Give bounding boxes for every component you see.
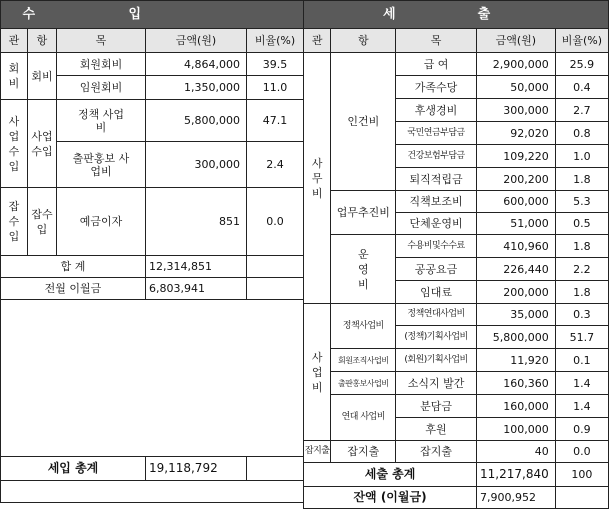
expense-row — [304, 304, 609, 326]
expense-row — [304, 349, 609, 372]
income-ratio-cell: 11.0 — [247, 76, 304, 100]
expense-hang-japjichul: 잡지출 — [331, 441, 396, 463]
expense-mok-cell: 건강보험부담금 — [396, 145, 477, 168]
expense-ratio-cell: 1.4 — [555, 395, 608, 418]
income-ratio-cell: 39.5 — [247, 53, 304, 76]
expense-row — [304, 235, 609, 258]
expense-mok-cell: 임대료 — [396, 281, 477, 304]
income-subtotal-row — [1, 256, 304, 278]
income-subtotal-amount: 12,314,851 — [146, 256, 247, 278]
income-gwan-cell: 사업수입 — [1, 100, 28, 188]
expense-ratio-cell: 0.8 — [555, 122, 608, 145]
expense-mok-cell: (회원)기획사업비 — [396, 349, 477, 372]
income-gwan-cell: 잡수입 — [1, 188, 28, 256]
income-blank-area — [1, 300, 304, 457]
income-title-right: 입 — [57, 1, 304, 29]
expense-amount-cell: 40 — [477, 441, 556, 463]
expense-amount-cell: 5,800,000 — [477, 326, 556, 349]
expense-ratio-cell: 2.7 — [555, 99, 608, 122]
income-row — [1, 53, 304, 76]
expense-ratio-cell: 1.8 — [555, 235, 608, 258]
income-row — [1, 100, 304, 142]
income-mok-cell: 정책 사업비 — [57, 100, 146, 142]
income-footer-blank — [1, 481, 304, 503]
expense-total-amount: 11,217,840 — [477, 463, 556, 487]
expense-mok-cell: (정책)기획사업비 — [396, 326, 477, 349]
income-carryover-row — [1, 278, 304, 300]
expense-row — [304, 191, 609, 213]
expense-amount-cell: 35,000 — [477, 304, 556, 326]
expense-ratio-cell: 0.4 — [555, 76, 608, 99]
income-total-label: 세입 총계 — [1, 457, 146, 481]
expense-ratio-cell: 1.0 — [555, 145, 608, 168]
expense-hang-jeongchaek: 정책사업비 — [331, 304, 396, 349]
expense-ratio-cell: 25.9 — [555, 53, 608, 76]
expense-gwan-japjichul: 잡지출 — [304, 441, 331, 463]
expense-mok-cell: 수용비및수수료 — [396, 235, 477, 258]
expense-row — [304, 53, 609, 76]
expense-col-amount: 금액(원) — [477, 29, 556, 53]
expense-row — [304, 395, 609, 418]
expense-ratio-cell: 0.5 — [555, 213, 608, 235]
expense-amount-cell: 2,900,000 — [477, 53, 556, 76]
expense-mok-cell: 공공요금 — [396, 258, 477, 281]
income-amount-cell: 300,000 — [146, 142, 247, 188]
income-col-gwan: 관 — [1, 29, 28, 53]
expense-amount-cell: 50,000 — [477, 76, 556, 99]
expense-ratio-cell: 0.9 — [555, 418, 608, 441]
income-ratio-cell: 0.0 — [247, 188, 304, 256]
expense-amount-cell: 109,220 — [477, 145, 556, 168]
expense-gwan-saeopbi: 사업비 — [304, 304, 331, 441]
expense-table — [303, 0, 609, 509]
income-ratio-cell: 2.4 — [247, 142, 304, 188]
expense-mok-cell: 소식지 발간 — [396, 372, 477, 395]
expense-title-right: 출 — [396, 1, 609, 29]
balance-label: 잔액 (이월금) — [304, 487, 477, 509]
expense-ratio-cell: 51.7 — [555, 326, 608, 349]
expense-ratio-cell: 0.1 — [555, 349, 608, 372]
expense-hang-hoewon: 회원조직사업비 — [331, 349, 396, 372]
expense-ratio-cell: 0.0 — [555, 441, 608, 463]
expense-ratio-cell: 0.3 — [555, 304, 608, 326]
expense-mok-cell: 분담금 — [396, 395, 477, 418]
expense-hang-yeondae: 연대 사업비 — [331, 395, 396, 441]
income-row — [1, 188, 304, 256]
income-mok-cell: 임원회비 — [57, 76, 146, 100]
expense-mok-cell: 퇴직적립금 — [396, 168, 477, 191]
income-col-ratio: 비율(%) — [247, 29, 304, 53]
income-hang-cell: 회비 — [28, 53, 57, 100]
income-subtotal-label: 합 계 — [1, 256, 146, 278]
expense-mok-cell: 잡지출 — [396, 441, 477, 463]
expense-total-label: 세출 총계 — [304, 463, 477, 487]
expense-hang-eopmu: 업무추진비 — [331, 191, 396, 235]
income-col-amount: 금액(원) — [146, 29, 247, 53]
income-total-amount: 19,118,792 — [146, 457, 247, 481]
income-col-mok: 목 — [57, 29, 146, 53]
income-mok-cell: 예금이자 — [57, 188, 146, 256]
income-gwan-cell: 회비 — [1, 53, 28, 100]
expense-amount-cell: 160,360 — [477, 372, 556, 395]
income-carryover-amount: 6,803,941 — [146, 278, 247, 300]
expense-ratio-cell: 2.2 — [555, 258, 608, 281]
expense-amount-cell: 226,440 — [477, 258, 556, 281]
income-amount-cell: 851 — [146, 188, 247, 256]
income-amount-cell: 1,350,000 — [146, 76, 247, 100]
income-table — [0, 0, 304, 503]
expense-ratio-cell: 5.3 — [555, 191, 608, 213]
expense-amount-cell: 300,000 — [477, 99, 556, 122]
expense-ratio-cell: 1.4 — [555, 372, 608, 395]
income-mok-cell: 출판홍보 사업비 — [57, 142, 146, 188]
income-mok-cell: 회원회비 — [57, 53, 146, 76]
expense-mok-cell: 정책연대사업비 — [396, 304, 477, 326]
expense-hang-unyeong: 운영비 — [331, 235, 396, 304]
expense-amount-cell: 410,960 — [477, 235, 556, 258]
expense-row — [304, 441, 609, 463]
income-amount-cell: 5,800,000 — [146, 100, 247, 142]
expense-hang-ingeonbi: 인건비 — [331, 53, 396, 191]
expense-amount-cell: 600,000 — [477, 191, 556, 213]
income-col-hang: 항 — [28, 29, 57, 53]
income-hang-cell: 사업수입 — [28, 100, 57, 188]
expense-total-row — [304, 463, 609, 487]
expense-amount-cell: 51,000 — [477, 213, 556, 235]
expense-col-ratio: 비율(%) — [555, 29, 608, 53]
income-hang-cell: 잡수입 — [28, 188, 57, 256]
income-amount-cell: 4,864,000 — [146, 53, 247, 76]
income-ratio-cell: 47.1 — [247, 100, 304, 142]
expense-hang-chulpan: 출판홍보사업비 — [331, 372, 396, 395]
income-carryover-label: 전월 이월금 — [1, 278, 146, 300]
balance-amount: 7,900,952 — [477, 487, 556, 509]
expense-mok-cell: 급 여 — [396, 53, 477, 76]
expense-ratio-cell: 1.8 — [555, 168, 608, 191]
expense-col-hang: 항 — [331, 29, 396, 53]
expense-total-ratio: 100 — [555, 463, 608, 487]
expense-amount-cell: 92,020 — [477, 122, 556, 145]
expense-col-mok: 목 — [396, 29, 477, 53]
expense-mok-cell: 직책보조비 — [396, 191, 477, 213]
income-title-left: 수 — [1, 1, 57, 29]
expense-gwan-samubi: 사무비 — [304, 53, 331, 304]
expense-mok-cell: 후생경비 — [396, 99, 477, 122]
expense-mok-cell: 가족수당 — [396, 76, 477, 99]
expense-amount-cell: 100,000 — [477, 418, 556, 441]
expense-col-gwan: 관 — [304, 29, 331, 53]
expense-mok-cell: 후원 — [396, 418, 477, 441]
expense-mok-cell: 국민연금부담금 — [396, 122, 477, 145]
expense-amount-cell: 200,000 — [477, 281, 556, 304]
expense-title-left: 세 — [304, 1, 396, 29]
balance-row — [304, 487, 609, 509]
expense-amount-cell: 160,000 — [477, 395, 556, 418]
income-total-row — [1, 457, 304, 481]
expense-ratio-cell: 1.8 — [555, 281, 608, 304]
expense-mok-cell: 단체운영비 — [396, 213, 477, 235]
expense-amount-cell: 200,200 — [477, 168, 556, 191]
expense-amount-cell: 11,920 — [477, 349, 556, 372]
expense-row — [304, 372, 609, 395]
